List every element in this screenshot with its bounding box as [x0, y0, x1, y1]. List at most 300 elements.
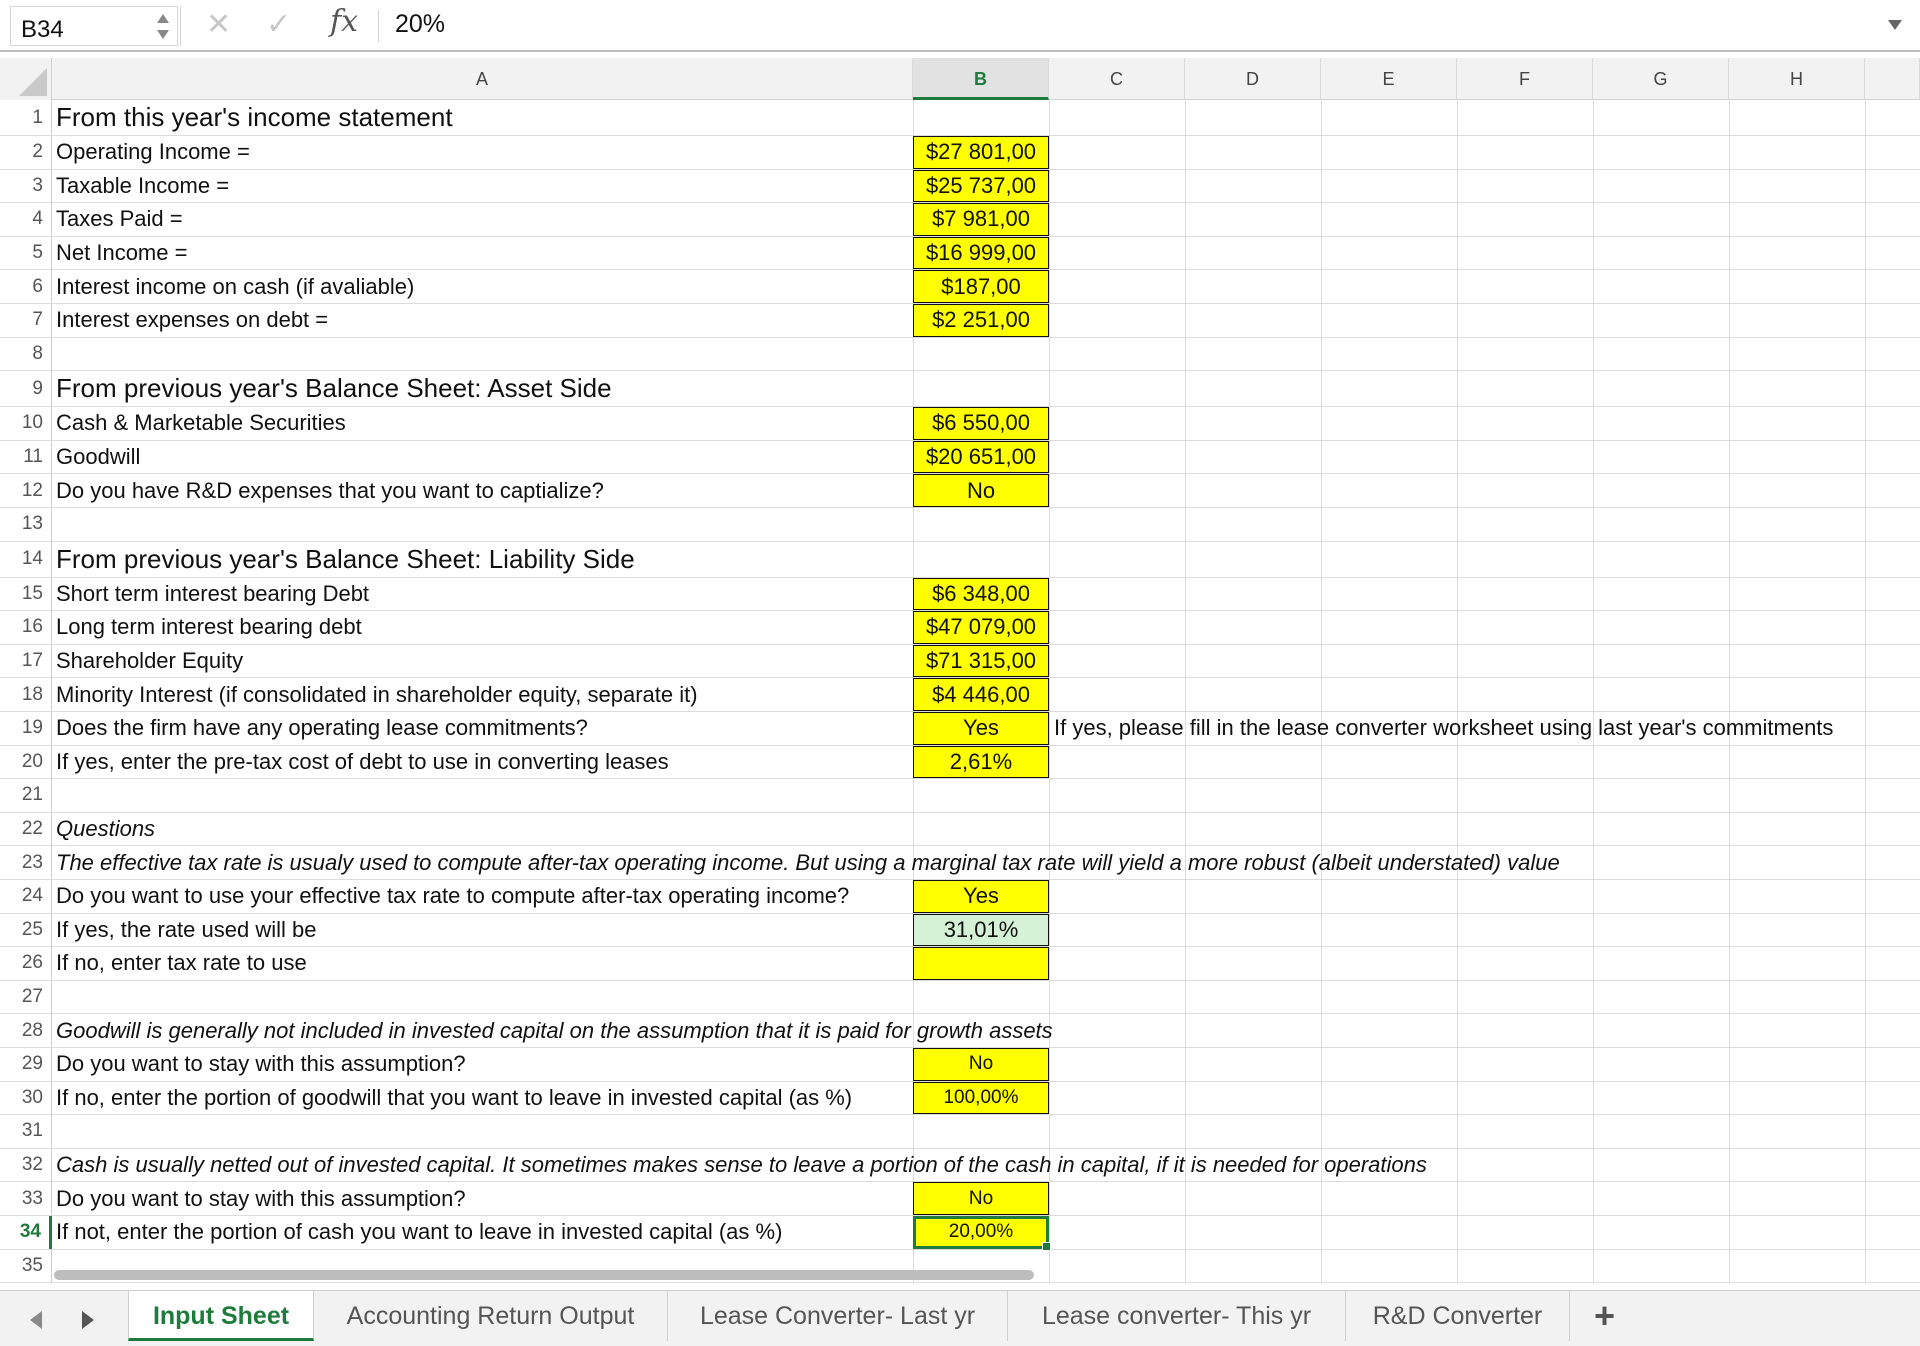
sheet-tab-bar	[0, 1290, 1920, 1346]
gridline	[1049, 1048, 1050, 1081]
cell-a27[interactable]	[54, 981, 56, 1014]
row-header[interactable]: 27	[0, 981, 52, 1014]
gridline	[1185, 371, 1186, 406]
gridline	[1593, 237, 1594, 270]
gridline	[1049, 270, 1050, 303]
row-header[interactable]: 6	[0, 270, 52, 303]
grid-row	[0, 611, 1920, 645]
gridline	[1049, 371, 1050, 406]
cell-c19[interactable]: If yes, please fill in the lease converter worksheet using last year's commitments	[1054, 715, 1834, 741]
gridline	[1049, 441, 1050, 474]
gridline	[1593, 1082, 1594, 1115]
grid-row	[0, 441, 1920, 475]
gridline	[1457, 237, 1458, 270]
gridline	[1865, 1149, 1866, 1182]
name-box-spinner-icon[interactable]	[155, 13, 171, 41]
gridline	[1457, 1182, 1458, 1215]
row-header[interactable]: 19	[0, 712, 52, 745]
gridline	[1865, 1014, 1866, 1047]
gridline	[913, 813, 914, 846]
sheet-tab-input-sheet[interactable]: Input Sheet	[128, 1291, 314, 1341]
gridline	[1729, 371, 1730, 406]
grid-row	[0, 371, 1920, 407]
select-all-button[interactable]	[0, 58, 52, 100]
grid-row	[0, 203, 1920, 237]
gridline	[1049, 645, 1050, 678]
grid-row	[0, 474, 1920, 508]
gridline	[1185, 1216, 1186, 1249]
gridline	[1593, 1149, 1594, 1182]
next-sheet-icon[interactable]	[82, 1311, 94, 1329]
row-header[interactable]: 7	[0, 304, 52, 337]
gridline	[1049, 712, 1050, 745]
gridline	[1049, 338, 1050, 371]
cell-a12[interactable]: Do you have R&D expenses that you want to captialize?	[56, 477, 604, 503]
gridline	[913, 371, 914, 406]
grid-row	[0, 779, 1920, 813]
gridline	[1457, 947, 1458, 980]
cell-b19[interactable]: Yes	[913, 712, 1049, 745]
column-header-h[interactable]: H	[1729, 58, 1865, 100]
grid-row	[0, 1182, 1920, 1216]
name-box-value: B34	[21, 16, 64, 43]
cell-a8[interactable]	[54, 338, 56, 371]
gridline	[1321, 880, 1322, 913]
gridline	[1593, 1250, 1594, 1283]
gridline	[1185, 578, 1186, 611]
cell-b6[interactable]: $187,00	[913, 270, 1049, 303]
gridline	[1593, 1014, 1594, 1047]
cell-a25[interactable]: If yes, the rate used will be	[56, 916, 317, 942]
gridline	[1865, 712, 1866, 745]
row-header[interactable]: 25	[0, 914, 52, 947]
cell-a17[interactable]: Shareholder Equity	[56, 648, 244, 674]
cell-b25[interactable]: 31,01%	[913, 914, 1049, 947]
gridline	[1185, 1048, 1186, 1081]
grid-row	[0, 1115, 1920, 1149]
gridline	[1729, 542, 1730, 577]
gridline	[1729, 846, 1730, 879]
gridline	[1185, 947, 1186, 980]
grid-row	[0, 947, 1920, 981]
column-header-f[interactable]: F	[1457, 58, 1593, 100]
column-header-row	[0, 58, 1920, 100]
gridline	[1593, 170, 1594, 203]
gridline	[1321, 678, 1322, 711]
row-header[interactable]: 20	[0, 746, 52, 779]
gridline	[1865, 203, 1866, 236]
gridline	[1593, 100, 1594, 135]
gridline	[1185, 914, 1186, 947]
gridline	[1185, 136, 1186, 169]
cell-a13[interactable]	[54, 508, 56, 541]
gridline	[1729, 1082, 1730, 1115]
row-header[interactable]: 14	[0, 542, 52, 577]
gridline	[1185, 237, 1186, 270]
cell-a9[interactable]: From previous year's Balance Sheet: Asset Side	[56, 373, 612, 404]
row-header[interactable]: 21	[0, 779, 52, 812]
sheet-tab-r-d-converter[interactable]: R&D Converter	[1346, 1291, 1570, 1341]
row-header[interactable]: 11	[0, 441, 52, 474]
gridline	[1729, 1048, 1730, 1081]
gridline	[1729, 1149, 1730, 1182]
cell-a34[interactable]: If not, enter the portion of cash you want to leave in invested capital (as %)	[56, 1219, 783, 1245]
gridline	[1049, 746, 1050, 779]
gridline	[1593, 981, 1594, 1014]
cell-a21[interactable]	[54, 779, 56, 812]
column-header-c[interactable]: C	[1049, 58, 1185, 100]
grid-row	[0, 338, 1920, 372]
gridline	[1865, 1216, 1866, 1249]
gridline	[1593, 914, 1594, 947]
column-header-overflow	[1865, 58, 1920, 100]
cell-b4[interactable]: $7 981,00	[913, 203, 1049, 236]
gridline	[1593, 813, 1594, 846]
gridline	[1321, 1250, 1322, 1283]
gridline	[1321, 441, 1322, 474]
gridline	[1593, 136, 1594, 169]
row-header[interactable]: 3	[0, 170, 52, 203]
gridline	[1729, 947, 1730, 980]
grid-row	[0, 1048, 1920, 1082]
gridline	[1457, 136, 1458, 169]
grid-row	[0, 813, 1920, 847]
horizontal-scrollbar[interactable]	[54, 1270, 1034, 1280]
gridline	[1321, 1216, 1322, 1249]
gridline	[1865, 338, 1866, 371]
row-header[interactable]: 18	[0, 678, 52, 711]
row-header[interactable]: 32	[0, 1149, 52, 1182]
cell-a24[interactable]: Do you want to use your effective tax rate to compute after-tax operating income?	[56, 883, 850, 909]
formula-input[interactable]: 20%	[395, 10, 446, 38]
gridline	[1457, 813, 1458, 846]
cell-a3[interactable]: Taxable Income =	[56, 172, 230, 198]
row-header[interactable]: 26	[0, 947, 52, 980]
gridline	[1185, 678, 1186, 711]
grid-row	[0, 1216, 1920, 1250]
cell-b34[interactable]: 20,00%	[913, 1216, 1049, 1249]
gridline	[1729, 474, 1730, 507]
sheet-tab-lease-converter-this-yr[interactable]: Lease converter- This yr	[1008, 1291, 1346, 1341]
gridline	[1729, 304, 1730, 337]
gridline	[1457, 645, 1458, 678]
cell-a6[interactable]: Interest income on cash (if avaliable)	[56, 273, 415, 299]
row-header[interactable]: 12	[0, 474, 52, 507]
grid-row	[0, 1014, 1920, 1048]
cell-b16[interactable]: $47 079,00	[913, 611, 1049, 644]
gridline	[1185, 270, 1186, 303]
gridline	[1321, 474, 1322, 507]
row-header[interactable]: 24	[0, 880, 52, 913]
grid-row	[0, 746, 1920, 780]
row-header[interactable]: 8	[0, 338, 52, 371]
gridline	[913, 100, 914, 135]
cell-b17[interactable]: $71 315,00	[913, 645, 1049, 678]
gridline	[1049, 914, 1050, 947]
gridline	[1049, 880, 1050, 913]
gridline	[1185, 1115, 1186, 1148]
gridline	[1185, 611, 1186, 644]
gridline	[1729, 237, 1730, 270]
gridline	[1865, 746, 1866, 779]
gridline	[1729, 1182, 1730, 1215]
cell-a20[interactable]: If yes, enter the pre-tax cost of debt to use in converting leases	[56, 748, 669, 774]
cell-b7[interactable]: $2 251,00	[913, 304, 1049, 337]
cell-b10[interactable]: $6 550,00	[913, 407, 1049, 440]
gridline	[1185, 779, 1186, 812]
grid-row	[0, 645, 1920, 679]
row-header[interactable]: 5	[0, 237, 52, 270]
cell-b24[interactable]: Yes	[913, 880, 1049, 913]
gridline	[1049, 981, 1050, 1014]
gridline	[1729, 100, 1730, 135]
gridline	[1049, 508, 1050, 541]
cell-a14[interactable]: From previous year's Balance Sheet: Liability Side	[56, 543, 635, 574]
gridline	[1185, 1250, 1186, 1283]
cell-b33[interactable]: No	[913, 1182, 1049, 1215]
gridline	[1457, 746, 1458, 779]
gridline	[1865, 1250, 1866, 1283]
gridline	[1321, 203, 1322, 236]
row-header[interactable]: 22	[0, 813, 52, 846]
gridline	[1049, 474, 1050, 507]
grid-row	[0, 880, 1920, 914]
cell-a10[interactable]: Cash & Marketable Securities	[56, 410, 346, 436]
chevron-down-icon[interactable]	[1888, 20, 1902, 30]
cell-b20[interactable]: 2,61%	[913, 746, 1049, 779]
gridline	[1729, 779, 1730, 812]
gridline	[1729, 914, 1730, 947]
row-header[interactable]: 23	[0, 846, 52, 879]
row-header[interactable]: 9	[0, 371, 52, 406]
cell-b29[interactable]: No	[913, 1048, 1049, 1081]
row-header[interactable]: 16	[0, 611, 52, 644]
gridline	[1185, 441, 1186, 474]
gridline	[1321, 542, 1322, 577]
gridline	[1321, 1014, 1322, 1047]
grid-row	[0, 914, 1920, 948]
gridline	[1865, 542, 1866, 577]
grid-row	[0, 1149, 1920, 1183]
gridline	[1457, 441, 1458, 474]
grid-row	[0, 678, 1920, 712]
gridline	[1593, 578, 1594, 611]
row-header[interactable]: 29	[0, 1048, 52, 1081]
gridline	[1185, 474, 1186, 507]
row-header[interactable]: 17	[0, 645, 52, 678]
grid-row	[0, 270, 1920, 304]
gridline	[1049, 1115, 1050, 1148]
gridline	[1457, 100, 1458, 135]
cell-a7[interactable]: Interest expenses on debt =	[56, 307, 329, 333]
cell-a23[interactable]: The effective tax rate is usualy used to compute after-tax operating income. But using a marginal tax rate will yield a more robust (albeit understated) value	[56, 849, 1560, 875]
gridline	[913, 779, 914, 812]
gridline	[1593, 1115, 1594, 1148]
add-sheet-button[interactable]: +	[1594, 1295, 1616, 1336]
sheet-tab-accounting-return-output[interactable]: Accounting Return Output	[314, 1291, 668, 1341]
gridline	[1321, 508, 1322, 541]
gridline	[1185, 100, 1186, 135]
gridline	[1321, 947, 1322, 980]
gridline	[1865, 1082, 1866, 1115]
cancel-icon[interactable]: ✕	[206, 8, 232, 41]
gridline	[1729, 746, 1730, 779]
gridline	[1593, 203, 1594, 236]
gridline	[913, 508, 914, 541]
cell-a30[interactable]: If no, enter the portion of goodwill that you want to leave in invested capital (as %)	[56, 1084, 853, 1110]
row-header[interactable]: 10	[0, 407, 52, 440]
gridline	[1593, 746, 1594, 779]
cell-a26[interactable]: If no, enter tax rate to use	[56, 950, 307, 976]
column-header-b[interactable]: B	[913, 58, 1049, 100]
gridline	[1865, 611, 1866, 644]
gridline	[1593, 1048, 1594, 1081]
grid-row	[0, 407, 1920, 441]
gridline	[1185, 746, 1186, 779]
grid-row	[0, 981, 1920, 1015]
gridline	[1457, 611, 1458, 644]
row-header[interactable]: 4	[0, 203, 52, 236]
insert-function-icon[interactable]: fx	[330, 4, 359, 39]
row-header[interactable]: 34	[0, 1216, 52, 1249]
gridline	[913, 1115, 914, 1148]
grid-row	[0, 237, 1920, 271]
gridline	[1593, 474, 1594, 507]
cell-b12[interactable]: No	[913, 474, 1049, 507]
row-header[interactable]: 2	[0, 136, 52, 169]
gridline	[1593, 542, 1594, 577]
grid-row	[0, 542, 1920, 578]
cell-b3[interactable]: $25 737,00	[913, 170, 1049, 203]
column-header-a[interactable]: A	[52, 58, 913, 100]
cell-b11[interactable]: $20 651,00	[913, 441, 1049, 474]
gridline	[1729, 678, 1730, 711]
row-header[interactable]: 1	[0, 100, 52, 135]
gridline	[1049, 304, 1050, 337]
gridline	[1593, 441, 1594, 474]
gridline	[1865, 237, 1866, 270]
gridline	[1185, 338, 1186, 371]
gridline	[1865, 645, 1866, 678]
gridline	[1865, 441, 1866, 474]
column-header-d[interactable]: D	[1185, 58, 1321, 100]
cell-a32[interactable]: Cash is usually netted out of invested capital. It sometimes makes sense to leave a portion of the cash in capital, if it is needed for operations	[56, 1152, 1427, 1178]
row-header[interactable]: 28	[0, 1014, 52, 1047]
cell-a1[interactable]: From this year's income statement	[56, 102, 453, 132]
cell-a11[interactable]: Goodwill	[56, 444, 141, 470]
row-header[interactable]: 35	[0, 1250, 52, 1283]
previous-sheet-icon[interactable]	[30, 1311, 42, 1329]
row-header[interactable]: 15	[0, 578, 52, 611]
enter-check-icon[interactable]: ✓	[266, 8, 292, 41]
gridline	[1457, 474, 1458, 507]
cell-a29[interactable]: Do you want to stay with this assumption?	[56, 1051, 466, 1077]
gridline	[913, 981, 914, 1014]
gridline	[1321, 813, 1322, 846]
cell-b30[interactable]: 100,00%	[913, 1082, 1049, 1115]
gridline	[1049, 407, 1050, 440]
gridline	[1593, 407, 1594, 440]
gridline	[1321, 304, 1322, 337]
cell-a15[interactable]: Short term interest bearing Debt	[56, 580, 370, 606]
gridline	[1865, 846, 1866, 879]
row-header[interactable]: 13	[0, 508, 52, 541]
grid-row	[0, 1082, 1920, 1116]
gridline	[1593, 678, 1594, 711]
cell-a18[interactable]: Minority Interest (if consolidated in shareholder equity, separate it)	[56, 681, 698, 707]
gridline	[1457, 678, 1458, 711]
gridline	[1457, 203, 1458, 236]
cell-a31[interactable]	[54, 1115, 56, 1148]
gridline	[1593, 779, 1594, 812]
cell-a2[interactable]: Operating Income =	[56, 139, 250, 165]
cell-b15[interactable]: $6 348,00	[913, 578, 1049, 611]
gridline	[1457, 1115, 1458, 1148]
cell-a33[interactable]: Do you want to stay with this assumption?	[56, 1185, 466, 1211]
gridline	[1457, 338, 1458, 371]
gridline	[1593, 611, 1594, 644]
gridline	[1457, 914, 1458, 947]
cell-a4[interactable]: Taxes Paid =	[56, 206, 183, 232]
cell-b18[interactable]: $4 446,00	[913, 678, 1049, 711]
gridline	[1049, 237, 1050, 270]
cell-b26[interactable]	[913, 947, 1049, 980]
gridline	[1729, 1115, 1730, 1148]
cell-b5[interactable]: $16 999,00	[913, 237, 1049, 270]
gridline	[1865, 508, 1866, 541]
cell-a16[interactable]: Long term interest bearing debt	[56, 614, 362, 640]
gridline	[1457, 1250, 1458, 1283]
gridline	[1865, 947, 1866, 980]
gridline	[1049, 170, 1050, 203]
gridline	[1457, 1014, 1458, 1047]
worksheet-grid[interactable]	[0, 100, 1920, 1288]
gridline	[1049, 1082, 1050, 1115]
gridline	[1185, 880, 1186, 913]
grid-row	[0, 100, 1920, 136]
grid-row	[0, 304, 1920, 338]
gridline	[1457, 1048, 1458, 1081]
gridline	[1321, 407, 1322, 440]
gridline	[1593, 304, 1594, 337]
gridline	[1729, 270, 1730, 303]
gridline	[1049, 136, 1050, 169]
formula-bar	[0, 0, 1920, 52]
cell-a5[interactable]: Net Income =	[56, 240, 188, 266]
cell-a22[interactable]: Questions	[56, 816, 156, 842]
formula-bar-divider	[180, 6, 181, 46]
row-header[interactable]: 31	[0, 1115, 52, 1148]
gridline	[1185, 542, 1186, 577]
gridline	[1321, 136, 1322, 169]
gridline	[1729, 611, 1730, 644]
column-header-e[interactable]: E	[1321, 58, 1457, 100]
row-header[interactable]: 30	[0, 1082, 52, 1115]
gridline	[1321, 1115, 1322, 1148]
cell-a28[interactable]: Goodwill is generally not included in invested capital on the assumption that it is paid for growth assets	[56, 1017, 1053, 1043]
name-box[interactable]	[10, 6, 178, 46]
row-header[interactable]: 33	[0, 1182, 52, 1215]
column-header-g[interactable]: G	[1593, 58, 1729, 100]
gridline	[1729, 1216, 1730, 1249]
gridline	[1185, 1182, 1186, 1215]
gridline	[1729, 441, 1730, 474]
cell-a19[interactable]: Does the firm have any operating lease commitments?	[56, 715, 588, 741]
gridline	[1049, 1182, 1050, 1215]
sheet-tab-lease-converter-last-yr[interactable]: Lease Converter- Last yr	[668, 1291, 1008, 1341]
gridline	[1729, 203, 1730, 236]
cell-b2[interactable]: $27 801,00	[913, 136, 1049, 169]
